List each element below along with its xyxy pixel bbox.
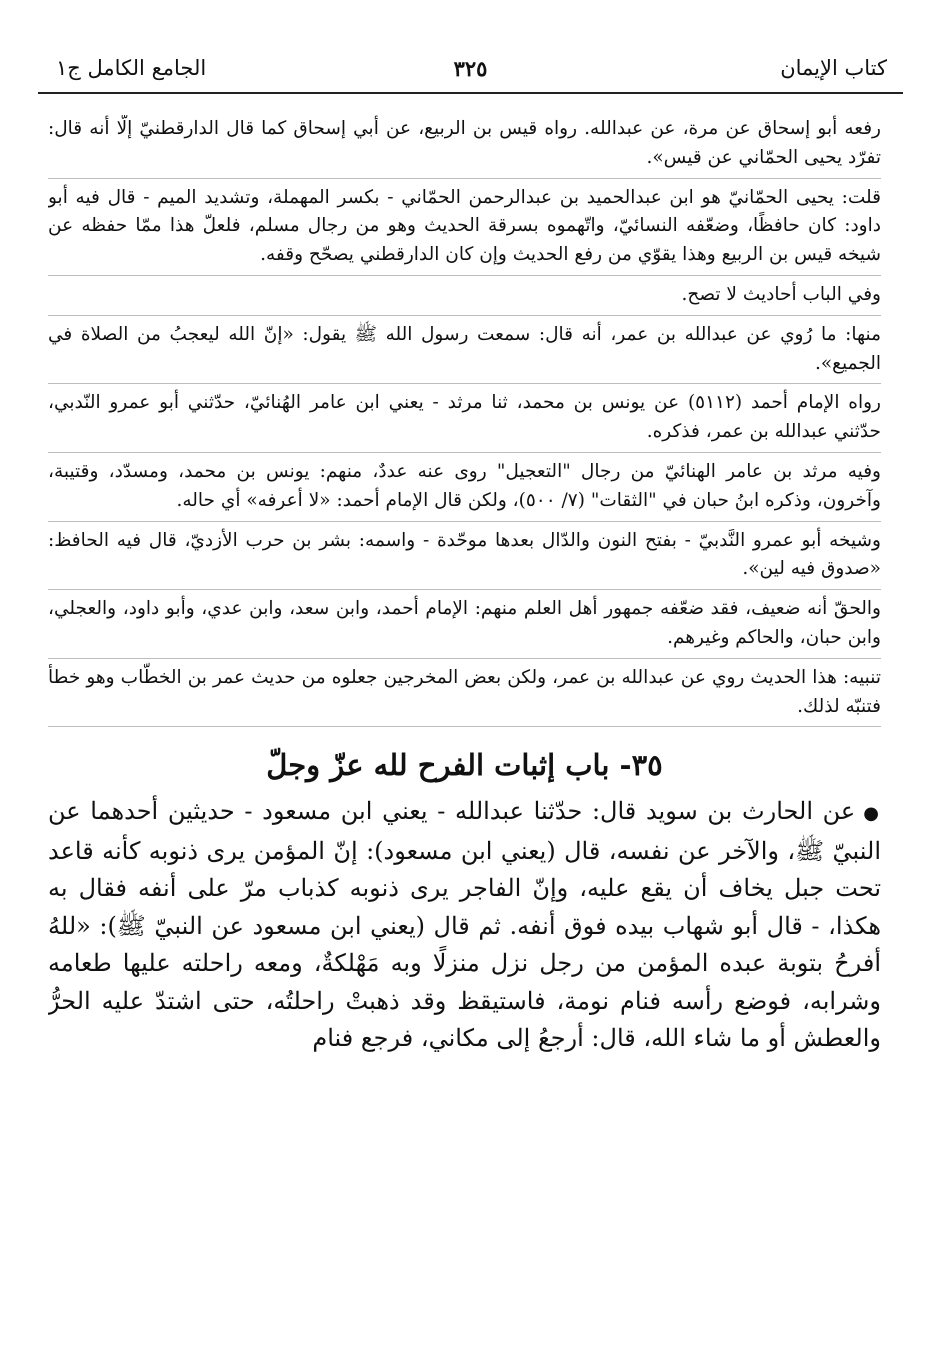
footnote-paragraph: والحقّ أنه ضعيف، فقد ضعّفه جمهور أهل العلم منهم: الإمام أحمد، وابن سعد، وابن عدي، وأبو داود، والعجلي، وابن حبان، والحاكم وغيرهم. [48, 595, 881, 659]
footnote-paragraph: وشيخه أبو عمرو النَّدبيّ - بفتح النون والدّال بعدها موحّدة - واسمه: بشر بن حرب الأزديّ، قال فيه الحافظ: «صدوق فيه لين». [48, 527, 881, 591]
footnote-paragraph: رواه الإمام أحمد (٥١١٢) عن يونس بن محمد، ثنا مرثد - يعني ابن عامر الهُنائيّ، حدّثني أبو عمرو النّدبي، حدّثني عبدالله بن عمر، فذكره. [48, 389, 881, 453]
footnote-paragraph: تنبيه: هذا الحديث روي عن عبدالله بن عمر، ولكن بعض المخرجين جعلوه من حديث عمر بن الخطّاب وهو خطأ فتنبّه لذلك. [48, 664, 881, 728]
footnote-paragraph: وفيه مرثد بن عامر الهنائيّ من رجال "التعجيل" روى عنه عددٌ، منهم: يونس بن محمد، ومسدّد، وقتيبة، وآخرون، وذكره ابنُ حبان في "الثقات" (٧/ ٥٠٠)، ولكن قال الإمام أحمد: «لا أعرفه» أي حاله. [48, 458, 881, 522]
footnote-paragraph: منها: ما رُوي عن عبدالله بن عمر، أنه قال: سمعت رسول الله ﷺ يقول: «إنّ الله ليعجبُ من الصلاة في الجميع». [48, 321, 881, 385]
bullet-icon: ● [863, 803, 881, 825]
footnote-paragraph: رفعه أبو إسحاق عن مرة، عن عبدالله. رواه قيس بن الربيع، عن أبي إسحاق كما قال الدارقطنيّ إلّا أنه قال: تفرّد يحيى الحمّاني عن قيس». [48, 115, 881, 179]
main-text-section [48, 793, 881, 1058]
footnote-paragraph: وفي الباب أحاديث لا تصح. [48, 281, 881, 316]
page-number: ٣٢٥ [453, 56, 488, 81]
footnote-paragraph: قلت: يحيى الحمّانيّ هو ابن عبدالحميد بن عبدالرحمن الحمّاني - بكسر المهملة، وتشديد الميم - قال فيه أبو داود: كان حافظًا، وضعّفه النسائيّ، واتّهموه بسرقة الحديث وهو من رجال مسلم، فلعلّ هذا ممّا حفظه عن شيخه قيس بن الربيع وهذا يقوّي من رفع الحديث وإن كان الدارقطني يصحّح وقفه. [48, 184, 881, 276]
section-heading: ٣٥- باب إثبات الفرح لله عزّ وجلّ [266, 748, 663, 783]
hadith-paragraph [48, 793, 881, 1058]
page-content [48, 115, 881, 1360]
chapter-title: كتاب الإيمان [780, 56, 887, 80]
footnotes-section [48, 115, 881, 727]
book-title: الجامع الكامل ج١ [56, 56, 207, 80]
hadith-text: عن الحارث بن سويد قال: حدّثنا عبدالله - يعني ابن مسعود - حديثين أحدهما عن النبيّ ﷺ، والآخر عن نفسه، قال (يعني ابن مسعود): إنّ المؤمن يرى ذنوبه كأنه قاعد تحت جبل يخاف أن يقع عليه، وإنّ الفاجر يرى ذنوبه كذباب مرّ على أنفه فقال به هكذا، - قال أبو شهاب بيده فوق أنفه. ثم قال (يعني ابن مسعود عن النبيّ ﷺ): «للهُ أفرحُ بتوبة عبده المؤمن من رجل نزل منزلًا وبه مَهْلكةٌ، ومعه راحلته عليها طعامه وشرابه، فوضع رأسه فنام نومة، فاستيقظ وقد ذهبتْ راحلتُه، حتى اشتدّ عليه الحرُّ والعطش أو ما شاء الله، قال: أرجعُ إلى مكاني، فرجع فنام [48, 797, 881, 1053]
page-header [38, 52, 903, 94]
